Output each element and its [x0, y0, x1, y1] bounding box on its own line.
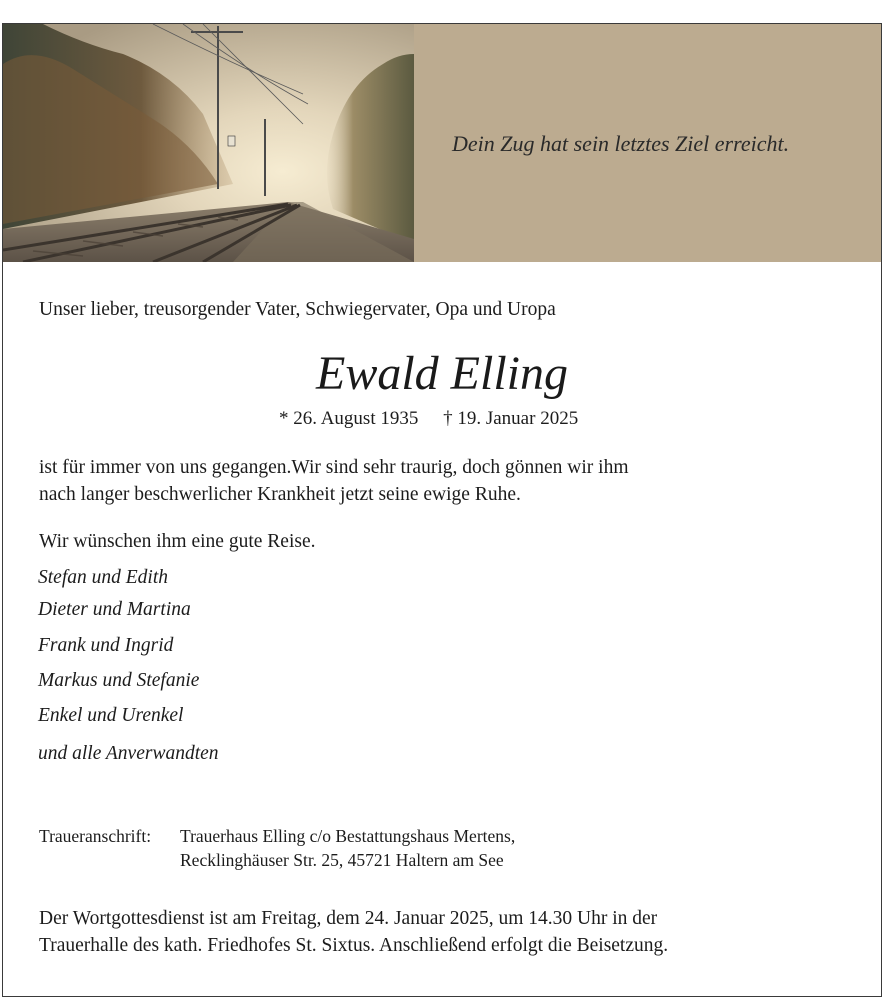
intro-text: Unser lieber, treusorgender Vater, Schwiegervater, Opa und Uropa	[39, 299, 556, 320]
service-line: Trauerhalle des kath. Friedhofes St. Sixtus. Anschließend erfolgt die Beisetzung.	[39, 935, 669, 956]
life-dates	[279, 408, 578, 430]
railway-photo	[3, 24, 414, 262]
wish-text: Wir wünschen ihm eine gute Reise.	[39, 531, 316, 552]
death-date: † 19. Januar 2025	[443, 408, 579, 429]
service-line: Der Wortgottesdienst ist am Freitag, dem 24. Januar 2025, um 14.30 Uhr in der	[39, 908, 658, 929]
obituary-frame	[2, 23, 882, 997]
family-member: Enkel und Urenkel	[38, 705, 184, 726]
deceased-name: Ewald Elling	[316, 347, 568, 400]
announcement-line: ist für immer von uns gegangen.Wir sind sehr traurig, doch gönnen wir ihm	[39, 457, 629, 478]
family-member: Markus und Stefanie	[38, 670, 200, 691]
address-label: Traueranschrift:	[39, 826, 152, 846]
address-line: Recklinghäuser Str. 25, 45721 Haltern am See	[180, 850, 504, 870]
family-member: Frank und Ingrid	[38, 635, 174, 656]
family-member: Stefan und Edith	[38, 567, 168, 588]
family-member: und alle Anverwandten	[38, 743, 219, 764]
motto-text: Dein Zug hat sein letztes Ziel erreicht.	[452, 131, 790, 156]
service-info	[39, 905, 668, 959]
birth-date: * 26. August 1935	[279, 408, 419, 429]
railway-image	[3, 24, 414, 262]
announcement-text	[39, 454, 629, 508]
family-member: Dieter und Martina	[38, 599, 191, 620]
motto-box	[414, 24, 881, 262]
address-line: Trauerhaus Elling c/o Bestattungshaus Mertens,	[180, 826, 516, 846]
announcement-line: nach langer beschwerlicher Krankheit jetzt seine ewige Ruhe.	[39, 484, 521, 505]
